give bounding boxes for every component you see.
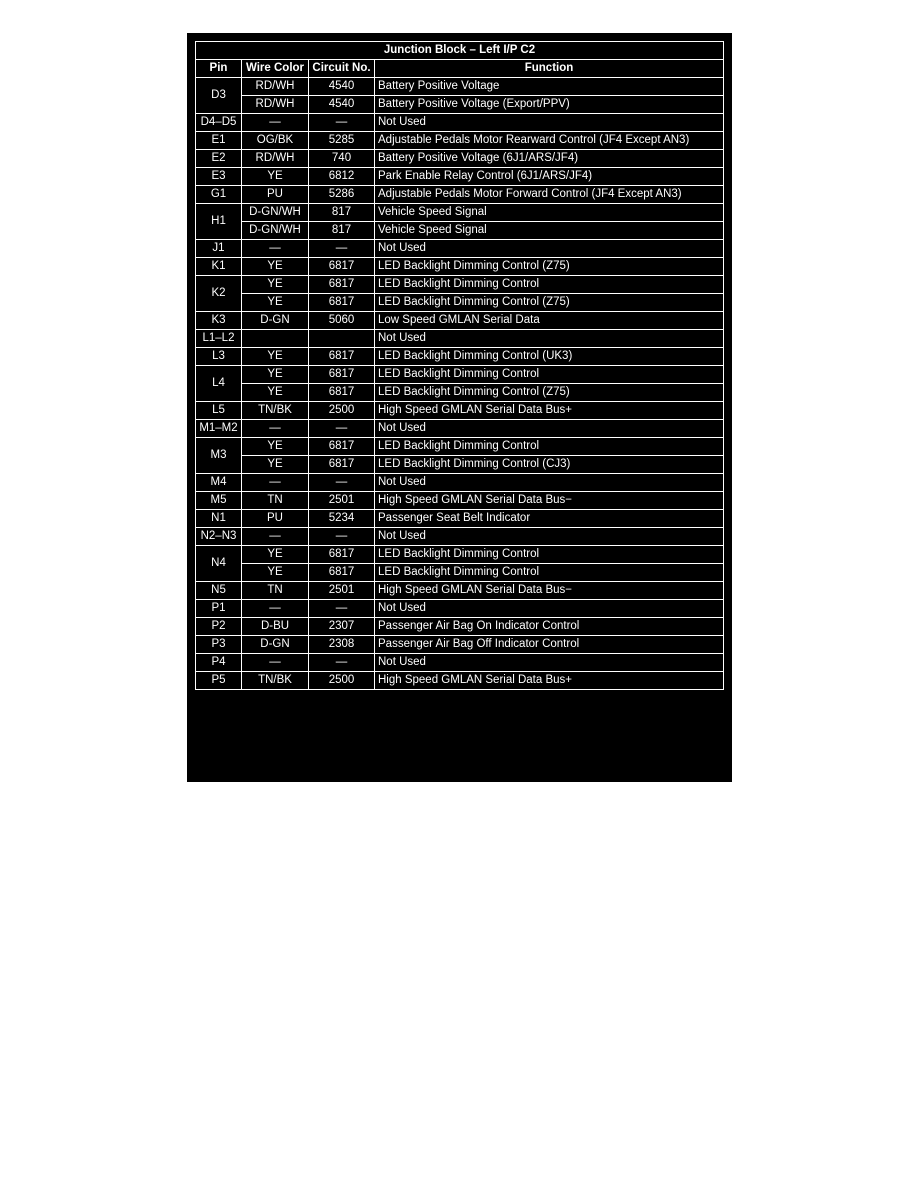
table-row <box>196 618 724 636</box>
header-wire-color: Wire Color <box>242 60 309 78</box>
table-row <box>196 150 724 168</box>
table-row <box>196 492 724 510</box>
function-cell: Vehicle Speed Signal <box>375 222 724 240</box>
table-row <box>196 546 724 564</box>
pin-cell: P2 <box>196 618 242 636</box>
function-cell: Park Enable Relay Control (6J1/ARS/JF4) <box>375 168 724 186</box>
wire-color-cell: — <box>242 654 309 672</box>
pin-cell: E2 <box>196 150 242 168</box>
table-row <box>196 654 724 672</box>
pin-cell: M4 <box>196 474 242 492</box>
pin-cell: L3 <box>196 348 242 366</box>
wire-color-cell: PU <box>242 510 309 528</box>
header-circuit-no: Circuit No. <box>309 60 375 78</box>
header-function: Function <box>375 60 724 78</box>
table-row <box>196 366 724 384</box>
table-row <box>196 672 724 690</box>
table-row <box>196 258 724 276</box>
circuit-cell: 6817 <box>309 366 375 384</box>
table-row <box>196 402 724 420</box>
function-cell: LED Backlight Dimming Control <box>375 438 724 456</box>
wire-color-cell: YE <box>242 366 309 384</box>
circuit-cell: 5286 <box>309 186 375 204</box>
circuit-cell: 6817 <box>309 258 375 276</box>
pin-cell: K1 <box>196 258 242 276</box>
table-row <box>196 474 724 492</box>
pin-cell: E3 <box>196 168 242 186</box>
wire-color-cell: RD/WH <box>242 150 309 168</box>
function-cell: Adjustable Pedals Motor Rearward Control (JF4 Except AN3) <box>375 132 724 150</box>
table-row <box>196 186 724 204</box>
function-cell: Passenger Seat Belt Indicator <box>375 510 724 528</box>
function-cell: Not Used <box>375 654 724 672</box>
function-cell: Low Speed GMLAN Serial Data <box>375 312 724 330</box>
wire-color-cell: YE <box>242 384 309 402</box>
pin-cell: D4–D5 <box>196 114 242 132</box>
wire-color-cell: YE <box>242 456 309 474</box>
wire-color-cell: — <box>242 240 309 258</box>
circuit-cell: 6817 <box>309 276 375 294</box>
wire-color-cell: D-GN/WH <box>242 222 309 240</box>
wire-color-cell: YE <box>242 258 309 276</box>
circuit-cell: 2500 <box>309 672 375 690</box>
table-row <box>196 438 724 456</box>
wire-color-cell: PU <box>242 186 309 204</box>
table-row <box>196 348 724 366</box>
wire-color-cell: YE <box>242 348 309 366</box>
circuit-cell: 817 <box>309 204 375 222</box>
circuit-cell: 6817 <box>309 438 375 456</box>
document-panel <box>187 33 732 782</box>
circuit-cell: 2308 <box>309 636 375 654</box>
pin-cell: P3 <box>196 636 242 654</box>
wire-color-cell: YE <box>242 294 309 312</box>
circuit-cell: 6817 <box>309 564 375 582</box>
function-cell: Battery Positive Voltage <box>375 78 724 96</box>
circuit-cell: — <box>309 600 375 618</box>
function-cell: LED Backlight Dimming Control (UK3) <box>375 348 724 366</box>
circuit-cell <box>309 330 375 348</box>
circuit-cell: — <box>309 114 375 132</box>
circuit-cell: 2501 <box>309 582 375 600</box>
function-cell: Passenger Air Bag On Indicator Control <box>375 618 724 636</box>
table-row <box>196 528 724 546</box>
wire-color-cell: YE <box>242 168 309 186</box>
circuit-cell: 2501 <box>309 492 375 510</box>
wire-color-cell: TN <box>242 492 309 510</box>
table-row <box>196 114 724 132</box>
wire-color-cell: — <box>242 114 309 132</box>
wire-color-cell: YE <box>242 564 309 582</box>
wire-color-cell: — <box>242 600 309 618</box>
function-cell: Not Used <box>375 240 724 258</box>
function-cell: Battery Positive Voltage (6J1/ARS/JF4) <box>375 150 724 168</box>
circuit-cell: 4540 <box>309 78 375 96</box>
pin-cell: J1 <box>196 240 242 258</box>
wire-color-cell: YE <box>242 546 309 564</box>
pin-cell: N1 <box>196 510 242 528</box>
function-cell: LED Backlight Dimming Control <box>375 564 724 582</box>
pin-cell: D3 <box>196 78 242 114</box>
wire-color-cell: D-BU <box>242 618 309 636</box>
table-row <box>196 276 724 294</box>
table-row <box>196 582 724 600</box>
table-row <box>196 636 724 654</box>
wire-color-cell: TN/BK <box>242 672 309 690</box>
table-body <box>196 78 724 690</box>
pin-cell: M3 <box>196 438 242 474</box>
function-cell: LED Backlight Dimming Control <box>375 276 724 294</box>
table-row <box>196 168 724 186</box>
function-cell: Not Used <box>375 330 724 348</box>
wire-color-cell: TN <box>242 582 309 600</box>
junction-block-table <box>195 41 724 690</box>
function-cell: Adjustable Pedals Motor Forward Control (JF4 Except AN3) <box>375 186 724 204</box>
circuit-cell: 5060 <box>309 312 375 330</box>
function-cell: High Speed GMLAN Serial Data Bus+ <box>375 672 724 690</box>
circuit-cell: 740 <box>309 150 375 168</box>
pin-cell: M1–M2 <box>196 420 242 438</box>
table-row <box>196 204 724 222</box>
wire-color-cell: YE <box>242 438 309 456</box>
circuit-cell: 2307 <box>309 618 375 636</box>
table-row <box>196 384 724 402</box>
function-cell: High Speed GMLAN Serial Data Bus− <box>375 582 724 600</box>
pin-cell: E1 <box>196 132 242 150</box>
table-row <box>196 240 724 258</box>
pin-cell: K2 <box>196 276 242 312</box>
table-row <box>196 132 724 150</box>
circuit-cell: 6817 <box>309 384 375 402</box>
wire-color-cell: RD/WH <box>242 78 309 96</box>
wire-color-cell: — <box>242 420 309 438</box>
table-row <box>196 510 724 528</box>
circuit-cell: 6817 <box>309 456 375 474</box>
pin-cell: H1 <box>196 204 242 240</box>
wire-color-cell: D-GN/WH <box>242 204 309 222</box>
wire-color-cell: D-GN <box>242 312 309 330</box>
circuit-cell: 6817 <box>309 348 375 366</box>
function-cell: Not Used <box>375 528 724 546</box>
circuit-cell: 2500 <box>309 402 375 420</box>
circuit-cell: — <box>309 240 375 258</box>
pin-cell: K3 <box>196 312 242 330</box>
function-cell: High Speed GMLAN Serial Data Bus− <box>375 492 724 510</box>
pin-cell: L4 <box>196 366 242 402</box>
function-cell: Vehicle Speed Signal <box>375 204 724 222</box>
circuit-cell: 817 <box>309 222 375 240</box>
pin-cell: M5 <box>196 492 242 510</box>
function-cell: LED Backlight Dimming Control (Z75) <box>375 384 724 402</box>
circuit-cell: 5234 <box>309 510 375 528</box>
table-row <box>196 600 724 618</box>
circuit-cell: — <box>309 420 375 438</box>
function-cell: High Speed GMLAN Serial Data Bus+ <box>375 402 724 420</box>
circuit-cell: — <box>309 528 375 546</box>
function-cell: Battery Positive Voltage (Export/PPV) <box>375 96 724 114</box>
function-cell: Passenger Air Bag Off Indicator Control <box>375 636 724 654</box>
wire-color-cell: — <box>242 474 309 492</box>
function-cell: Not Used <box>375 474 724 492</box>
circuit-cell: — <box>309 474 375 492</box>
function-cell: LED Backlight Dimming Control <box>375 546 724 564</box>
pin-cell: P5 <box>196 672 242 690</box>
wire-color-cell: OG/BK <box>242 132 309 150</box>
pin-cell: N2–N3 <box>196 528 242 546</box>
circuit-cell: — <box>309 654 375 672</box>
pin-cell: L1–L2 <box>196 330 242 348</box>
table-row <box>196 420 724 438</box>
table-row <box>196 456 724 474</box>
table-row <box>196 222 724 240</box>
function-cell: Not Used <box>375 420 724 438</box>
function-cell: LED Backlight Dimming Control (Z75) <box>375 258 724 276</box>
wire-color-cell: — <box>242 528 309 546</box>
wire-color-cell: RD/WH <box>242 96 309 114</box>
function-cell: LED Backlight Dimming Control <box>375 366 724 384</box>
pin-cell: P4 <box>196 654 242 672</box>
function-cell: LED Backlight Dimming Control (Z75) <box>375 294 724 312</box>
pin-cell: N4 <box>196 546 242 582</box>
function-cell: Not Used <box>375 600 724 618</box>
function-cell: Not Used <box>375 114 724 132</box>
pin-cell: L5 <box>196 402 242 420</box>
circuit-cell: 4540 <box>309 96 375 114</box>
wire-color-cell: TN/BK <box>242 402 309 420</box>
table-row <box>196 312 724 330</box>
table-row <box>196 564 724 582</box>
table-title: Junction Block – Left I/P C2 <box>196 42 724 60</box>
pin-cell: P1 <box>196 600 242 618</box>
pin-cell: G1 <box>196 186 242 204</box>
table-row <box>196 330 724 348</box>
table-row <box>196 294 724 312</box>
pin-cell: N5 <box>196 582 242 600</box>
table-row <box>196 96 724 114</box>
wire-color-cell: YE <box>242 276 309 294</box>
circuit-cell: 6812 <box>309 168 375 186</box>
header-pin: Pin <box>196 60 242 78</box>
wire-color-cell: D-GN <box>242 636 309 654</box>
circuit-cell: 6817 <box>309 546 375 564</box>
circuit-cell: 5285 <box>309 132 375 150</box>
circuit-cell: 6817 <box>309 294 375 312</box>
table-row <box>196 78 724 96</box>
function-cell: LED Backlight Dimming Control (CJ3) <box>375 456 724 474</box>
wire-color-cell <box>242 330 309 348</box>
